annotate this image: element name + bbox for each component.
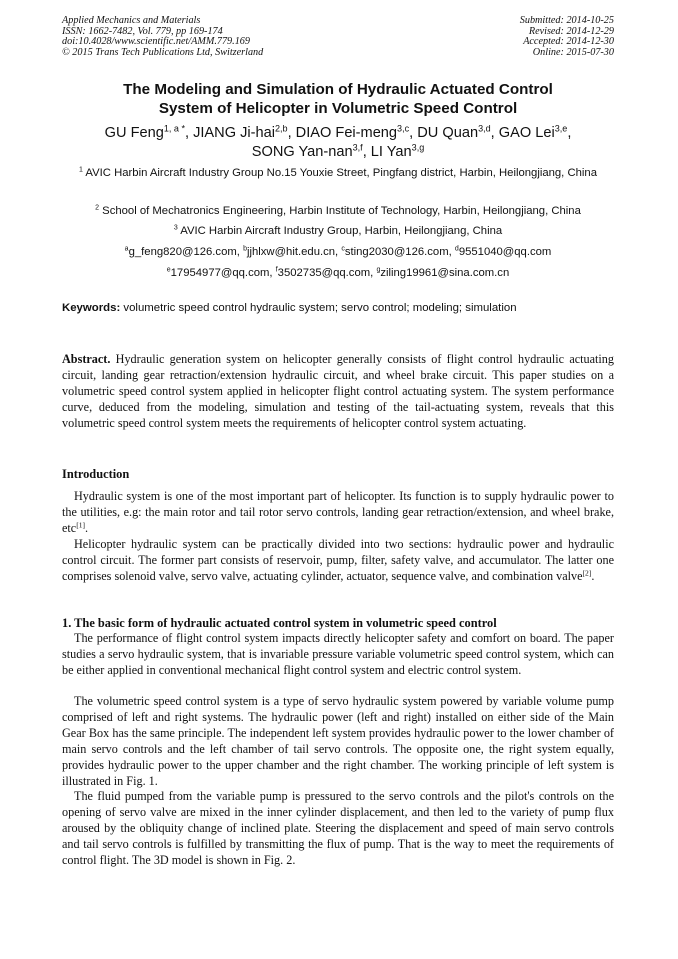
email-link[interactable]: 9551040@qq.com (458, 246, 552, 258)
date-online: Online: 2015-07-30 (532, 46, 614, 58)
section1-paragraph-1: The performance of flight control system impacts directly helicopter safety and comfort on board. The paper studies a servo hydraulic system, that is invariable pressure variable volumetric speed control system, which can be either applied in conventional mechanical flight control system and electric control system. (62, 631, 614, 677)
abstract (62, 352, 614, 432)
author: GU Feng$^{1, a *}$, (104, 123, 194, 141)
email-link[interactable]: g_feng820@126.com, (128, 246, 244, 258)
email-link[interactable]: ziling19961@sina.com.cn (380, 267, 510, 279)
email-link[interactable]: 17954977@qq.com, (170, 267, 276, 279)
section1-paragraph-2: The volumetric speed control system is a type of servo hydraulic system powered by variable volume pump comprised of left and right systems. The hydraulic power (left and right) installed on either side of the Main Gear Box has the same principle. The independent left system provides hydraulic power to the lower chamber of main servo controls and the left chamber of tail servo controls. The opposite one, the right system equally, provides hydraulic power to the upper chamber and the right chamber. The working principle of left system is illustrated in Fig. 1. (62, 694, 614, 788)
citation[interactable]: [1] (76, 520, 86, 530)
author: JIANG Ji-hai$^{2,b}$, (193, 123, 296, 141)
section1-paragraph-3: The fluid pumped from the variable pump is pressured to the servo controls and the pilot's controls on the opening of servo valve are mixed in the inner cylinder displacement, and then led to the variety of pump flux aroused by the obliquity change of inclined plate. Steering the displacement and speed of main servo controls and tail servo controls is fulfilled by transmitting the flux of pump. That is the way to meet the requirements of control flight. The 3D model is shown in Fig. 2. (62, 789, 614, 867)
author: DIAO Fei-meng$^{3,c}$, (295, 123, 418, 141)
author: DU Quan$^{3,d}$, (417, 123, 499, 141)
email-line-1: $^a$g_feng820@126.com, $^b$jjhlxw@hit.edu.cn, $^c$sting2030@126.com, $^d$9551040@qq.com (124, 245, 552, 258)
keywords-label: Keywords: (62, 302, 121, 314)
date-accepted: Accepted: 2014-12-30 (523, 36, 614, 48)
intro-paragraph-2: Helicopter hydraulic system can be practically divided into two sections: hydraulic power and hydraulic control circuit. The former part consists of reservoir, pump, filter, safety valve, and accumulator. The latter one comprises solenoid valve, servo valve, actuating cylinder, actuator, sequence valve, and combination valve[2]. (62, 537, 614, 583)
email-link[interactable]: jjhlxw@hit.edu.cn, (246, 246, 342, 258)
email-link[interactable]: 3502735@qq.com, (277, 267, 377, 279)
date-submitted: Submitted: 2014-10-25 (519, 15, 614, 26)
abstract-text: Hydraulic generation system on helicopter generally consists of flight control hydraulic actuating circuit, landing gear retraction/extension hydraulic circuit, and wheel brake circuit. This paper studies on a volumetric speed control system applied in helicopter flight control actuating system. The system performance curve, deduced from the modeling, simulation and testing of the tail-actuating system, reveals that this volumetric speed control system meets the requirements of helicopter control system actuating. (62, 352, 614, 430)
affiliation-2: $^2$ School of Mechatronics Engineering, Harbin Institute of Technology, Harbin, Heilongjiang, China (95, 204, 581, 217)
author: LI Yan$^{3,g}$ (370, 141, 425, 160)
affiliation-1: $^1$ AVIC Harbin Aircraft Industry Group No.15 Youxie Street, Pingfang district, Harbin, Heilongjiang, China (79, 166, 597, 179)
author-list (62, 124, 614, 161)
paper-title (62, 80, 614, 118)
affiliation-3: $^3$ AVIC Harbin Aircraft Industry Group, Harbin, Heilongjiang, China (173, 224, 503, 237)
email-line-2: $^e$17954977@qq.com, $^f$3502735@qq.com, $^g$ziling19961@sina.com.cn (166, 266, 510, 279)
journal-doi[interactable]: doi:10.4028/www.scientific.net/AMM.779.169 (62, 36, 250, 48)
title-line-2: System of Helicopter in Volumetric Speed Control (158, 100, 518, 117)
abstract-label: Abstract. (62, 352, 111, 366)
submission-dates (520, 16, 614, 58)
citation[interactable]: [2] (582, 568, 592, 578)
journal-issn: ISSN: 1662-7482, Vol. 779, pp 169-174 (62, 25, 223, 37)
keywords-text: volumetric speed control hydraulic system; servo control; modeling; simulation (120, 302, 517, 314)
journal-info (62, 16, 263, 58)
author: GAO Lei$^{3,e}$, (498, 123, 572, 141)
intro-paragraph-1: Hydraulic system is one of the most important part of helicopter. Its function is to supply hydraulic power to the utilities, e.g: the main rotor and tail rotor servo controls, landing gear retraction/extension, and wheel brake, etc[1]. (62, 489, 614, 535)
journal-copyright: © 2015 Trans Tech Publications Ltd, Switzerland (62, 46, 264, 58)
keywords (62, 301, 614, 316)
author: SONG Yan-nan$^{3,f}$, (251, 141, 371, 160)
journal-name: Applied Mechanics and Materials (62, 15, 201, 26)
section-heading-1: 1. The basic form of hydraulic actuated control system in volumetric speed control (62, 616, 497, 630)
section-heading-introduction: Introduction (62, 467, 130, 481)
title-line-1: The Modeling and Simulation of Hydraulic Actuated Control (123, 81, 553, 98)
email-link[interactable]: sting2030@126.com, (344, 246, 455, 258)
date-revised: Revised: 2014-12-29 (528, 25, 614, 37)
